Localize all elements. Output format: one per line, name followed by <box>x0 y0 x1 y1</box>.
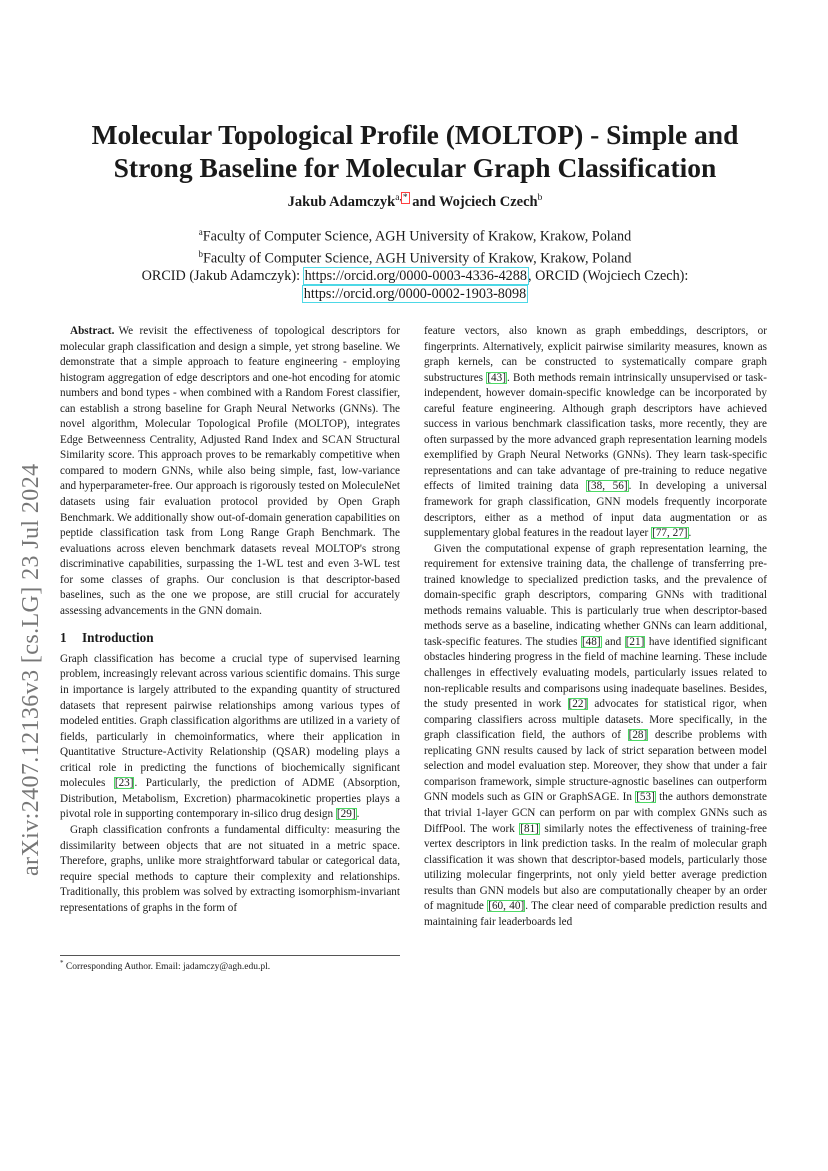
abstract-label: Abstract. <box>70 325 115 337</box>
citation-link[interactable]: [22] <box>568 698 588 711</box>
citation-link[interactable]: [38, 56] <box>587 480 628 493</box>
author-conjunction: and <box>408 193 439 210</box>
right-column <box>424 324 767 930</box>
author-1-name: Jakub Adamczyk <box>287 193 396 210</box>
author-2-affiliation-mark: b <box>537 193 543 203</box>
citation-link[interactable]: [53] <box>636 791 655 804</box>
citation-link[interactable]: [21] <box>625 635 645 648</box>
paper-title <box>60 118 770 184</box>
footnote-divider <box>60 955 400 956</box>
citation-link[interactable]: [60, 40] <box>488 900 525 913</box>
affiliation-a: $^a$Faculty of Computer Science, AGH University of Krakow, Krakow, Poland <box>198 227 632 245</box>
footnote <box>60 957 400 973</box>
intro-paragraph-1: Graph classification has become a crucial type of supervised learning problem, increasingly relevant across various scientific domains. This surge in importance is largely attributed to the expanding quantity of structured datasets that represent pairwise relationships among various types of modeled entities. Graph classification algorithms are utilized in a variety of fields, particularly in chemoinformatics, where their application in Quantitative Structure-Activity Relationship (QSAR) modeling plays a critical role in predicting the functions of biochemically significant molecules [23]. Particularly, the prediction of ADME (Absorption, Distribution, Metabolism, Excretion) pharmacokinetic properties plays a pivotal role in supporting contemporary in-silico drug design [29]. <box>60 652 400 821</box>
citation-link[interactable]: [23] <box>114 777 134 790</box>
arxiv-identifier: arXiv:2407.12136v3 [cs.LG] 23 Jul 2024 <box>18 463 44 876</box>
footnote-text: Corresponding Author. Email: jadamczy@agh.edu.pl. <box>65 962 271 973</box>
author-2-name: Wojciech Czech <box>438 193 538 210</box>
orcid-line-2 <box>60 286 770 304</box>
right-paragraph-2: Given the computational expense of graph representation learning, the requirement for extensive training data, the challenge of transferring pre-trained knowledge to specialized prediction tasks, and the prevalence of domain-specific graph descriptors, comparing GNNs with traditional methods remains valuable. This is particularly true when descriptor-based methods serve as a baseline, indicating whether GNNs can learn additional, task-specific features. The studies [48] and [21] have identified significant obstacles hindering progress in the field of machine learning. These include challenges in effectively evaluating models, particularly issues related to non-replicable results and comparisons using inadequate baselines. Besides, the study presented in work [22] advocates for statistical rigor, when comparing classifiers across multiple datasets. More specifically, in the graph classification field, the authors of [28] describe problems with replicating GNN results caused by lack of strict separation between model selection and model evaluation step. Moreover, they show that under a fair comparison framework, simple structure-agnostic baselines can outperform GNN models such as GIN or GraphSAGE. In [53] the authors demonstrate that trivial 1-layer GCN can perform on par with complex GNNs such as DiffPool. The work [81] similarly notes the effectiveness of training-free vertex descriptors in link prediction tasks. In the realm of molecular graph classification it was shown that descriptor-based models, particularly those utilizing molecular fingerprints, not only yield better average prediction results than GNN models but also are computationally cheaper by an order of magnitude [60, 40]. The clear need of comparable prediction results and maintaining fair leaderboards led <box>424 542 768 928</box>
citation-link[interactable]: [77, 27] <box>652 527 688 540</box>
left-column <box>60 324 400 916</box>
title-line-1: Molecular Topological Profile (MOLTOP) - Simple and <box>91 119 739 150</box>
affiliation-b: $^b$Faculty of Computer Science, AGH University of Krakow, Krakow, Poland <box>198 249 632 267</box>
orcid-link-adamczyk[interactable]: https://orcid.org/0000-0003-4336-4288 <box>304 268 527 285</box>
corresponding-author-link[interactable]: * <box>402 193 408 203</box>
citation-link[interactable]: [81] <box>520 822 539 835</box>
citation-link[interactable]: [28] <box>628 729 648 742</box>
abstract-text: We revisit the effectiveness of topological descriptors for molecular graph classification and design a simple, yet strong baseline. We demonstrate that a simple approach to feature engineering - employing histogram aggregation of edge descriptors and one-hot encoding for atomic numbers and bond types - when combined with a Random Forest classifier, can establish a strong baseline for Graph Neural Networks (GNNs). The novel algorithm, Molecular Topological Profile (MOLTOP), integrates Edge Betweenness Centrality, Adjusted Rand Index and SCAN Structural Similarity score. This approach proves to be remarkably competitive when compared to modern GNNs, while also being simple, fast, low-variance and hyperparameter-free. Our approach is rigorously tested on MoleculeNet datasets using fair evaluation protocol provided by Open Graph Benchmark. We additionally show out-of-domain generation capabilities on peptide classification task from Long Range Graph Benchmark. The evaluations across eleven benchmark datasets reveal MOLTOP's strong discriminative capabilities, surpassing the 1-WL test and even 3-WL test for some classes of graphs. Our conclusion is that descriptor-based baselines, such as the one we propose, are still crucial for accurately assessing advancements in the GNN domain. <box>60 325 400 617</box>
right-paragraph-1: feature vectors, also known as graph embeddings, descriptors, or fingerprints. Alternatively, explicit pairwise similarity measures, known as graph kernels, can be constructed to systematically compare graph substructures [43]. Both methods remain intrinsically unsupervised or task-independent, however domain-specific knowledge can be incorporated by careful feature engineering. Although graph descriptors have achieved success in various benchmark classification tasks, more recently, they are often surpassed by the more advanced graph representation learning models exemplified by Graph Neural Networks (GNNs). They learn task-specific representations and can take advantage of pre-training to reduce negative effects of limited training data [38, 56]. In developing a universal framework for graph classification, GNN models frequently incorporate descriptors, either as a method of input data augmentation or as supplementary global features in the readout layer [77, 27]. <box>424 325 767 540</box>
title-line-2: Strong Baseline for Molecular Graph Classification <box>113 152 717 183</box>
author-list <box>60 193 770 211</box>
citation-link[interactable]: [29] <box>336 808 356 821</box>
section-heading-introduction: 1 Introduction <box>60 630 154 646</box>
orcid-line: ORCID (Jakub Adamczyk): https://orcid.org/0000-0003-4336-4288, ORCID (Wojciech Czech): <box>141 268 689 285</box>
intro-paragraph-2: Graph classification confronts a fundamental difficulty: measuring the dissimilarity between objects that are not situated in a metric space. Therefore, graphs, unlike more straightforward tabular or categorical data, require special methods to capture their complexity and relationships. Traditionally, this problem was solved by extracting isomorphism-invariant representations of graphs in the form of <box>60 823 400 914</box>
footnote-mark: * <box>60 959 64 967</box>
orcid-link-czech[interactable]: https://orcid.org/0000-0002-1903-8098 <box>303 285 527 302</box>
affiliations <box>60 224 770 303</box>
citation-link[interactable]: [43] <box>487 371 506 384</box>
author-1-affiliation-mark: a,* <box>395 193 408 203</box>
citation-link[interactable]: [48] <box>581 635 601 648</box>
abstract <box>60 324 400 619</box>
